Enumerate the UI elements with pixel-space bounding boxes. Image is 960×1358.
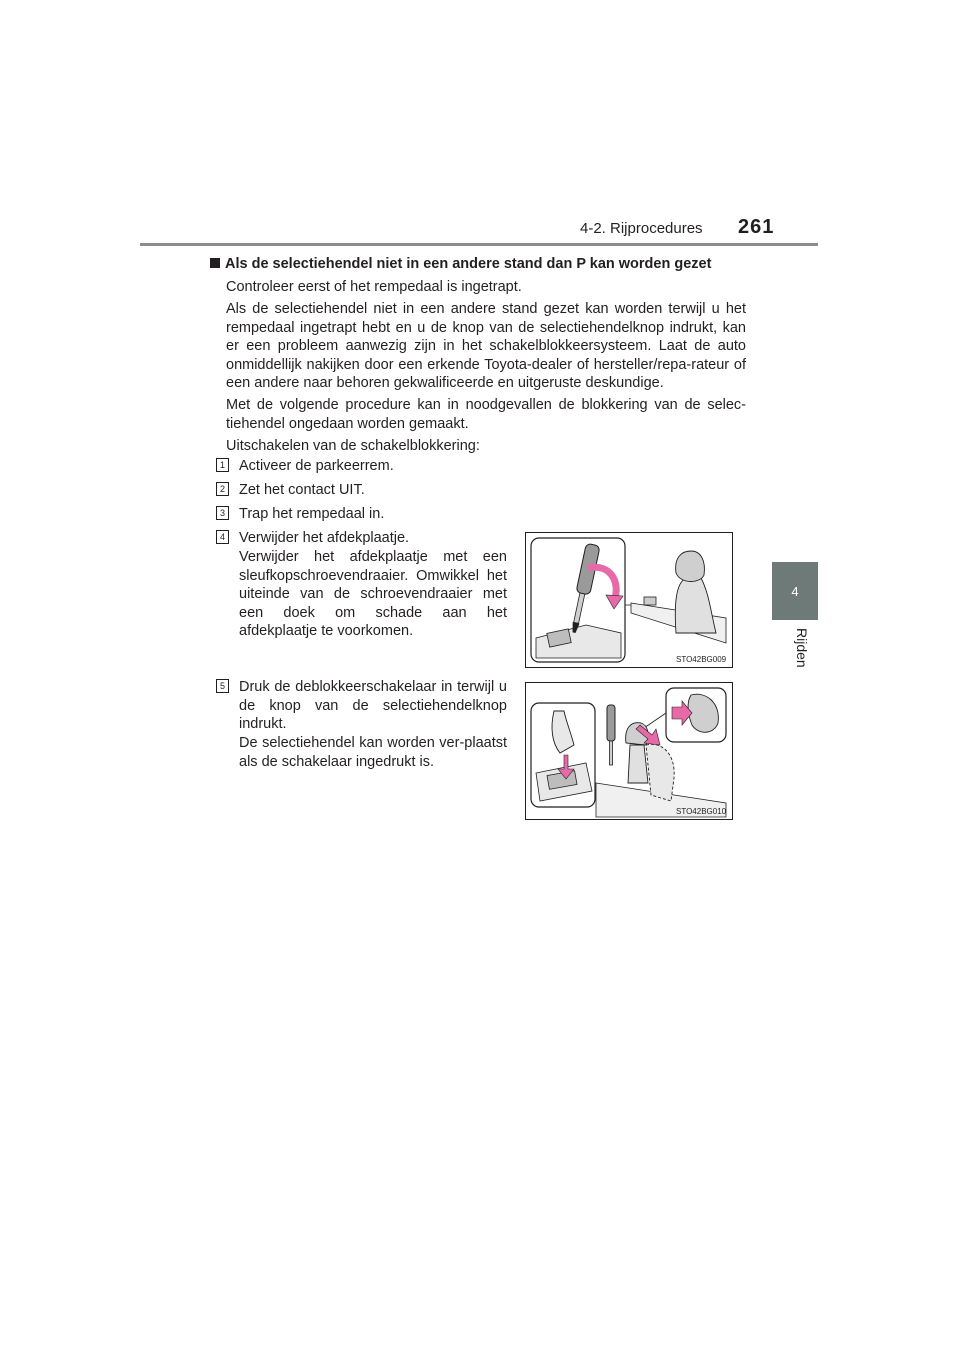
paragraph-4: Uitschakelen van de schakelblokkering: xyxy=(226,438,480,454)
chapter-number: 4 xyxy=(791,583,799,599)
figure-remove-cover xyxy=(525,532,733,668)
chapter-tab xyxy=(772,562,818,620)
step-1-text: Activeer de parkeerrem. xyxy=(239,458,394,474)
header-rule xyxy=(140,243,818,246)
step-3-text: Trap het rempedaal in. xyxy=(239,506,385,522)
step-5-title: Druk de deblokkeerschakelaar in terwijl u de knop van de selectiehendelknop indrukt. xyxy=(239,679,507,732)
step-2-text: Zet het contact UIT. xyxy=(239,482,365,498)
step-number-1: 1 xyxy=(216,458,229,472)
figure-id-2: STO42BG010 xyxy=(676,807,727,816)
step-number-2: 2 xyxy=(216,482,229,496)
step-number-3: 3 xyxy=(216,506,229,520)
paragraph-1: Controleer eerst of het rempedaal is ingetrapt. xyxy=(226,279,522,295)
section-heading xyxy=(210,256,711,272)
remove-cover-illustration xyxy=(526,533,732,667)
heading-text: Als de selectiehendel niet in een andere stand dan P kan worden gezet xyxy=(225,256,712,272)
step-number-5: 5 xyxy=(216,679,229,693)
heading-square-icon xyxy=(210,258,220,268)
section-title: 4-2. Rijprocedures xyxy=(580,220,703,237)
figure-id-1: STO42BG009 xyxy=(676,655,727,664)
chapter-label: Rijden xyxy=(794,628,810,668)
figure-release-shift-lock xyxy=(525,682,733,820)
release-shift-lock-illustration xyxy=(526,683,732,819)
step-4-text: Verwijder het afdekplaatje met een sleufkopschroevendraaier. Omwikkel het uiteinde van de schroevendraaier met een doek om schade aan het afdekplaatje te voorkomen. xyxy=(239,549,507,639)
paragraph-3: Met de volgende procedure kan in noodgevallen de blokkering van de selec-tiehendel ongedaan worden gemaakt. xyxy=(226,397,746,432)
step-5-text: De selectiehendel kan worden ver-plaatst als de schakelaar ingedrukt is. xyxy=(239,735,507,770)
paragraph-2: Als de selectiehendel niet in een andere stand gezet kan worden terwijl u het rempedaal ingetrapt hebt en u de knop van de selectiehendelknop indrukt, kan er een probleem aanwezig zijn in het schakelblokkeersysteem. Laat de auto onmiddellijk nakijken door een erkende Toyota-dealer of hersteller/repa-rateur of een andere naar behoren gekwalificeerde en uitgeruste deskundige. xyxy=(226,301,746,391)
page-number: 261 xyxy=(738,216,775,238)
step-number-4: 4 xyxy=(216,530,229,544)
step-4-title: Verwijder het afdekplaatje. xyxy=(239,530,410,546)
